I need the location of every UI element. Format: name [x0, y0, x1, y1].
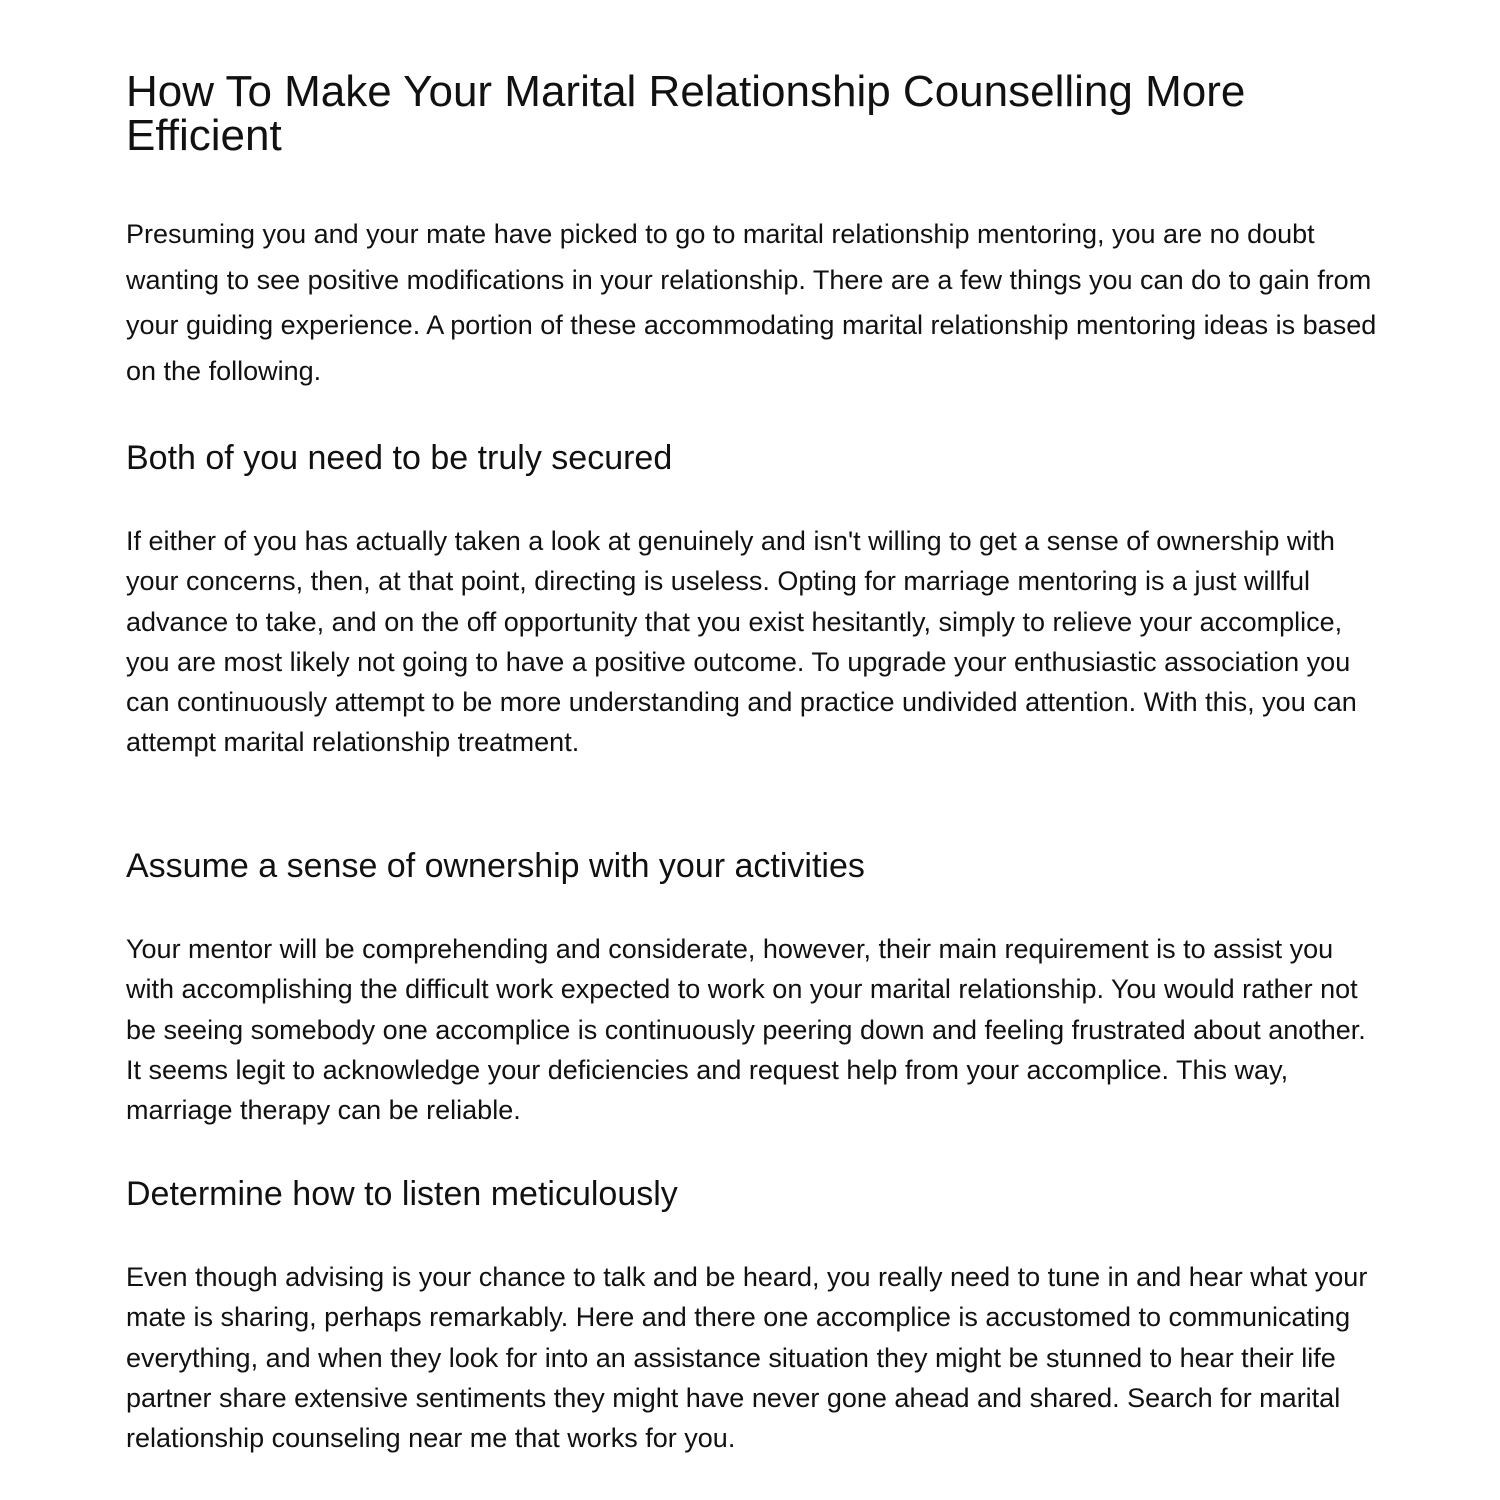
section-body-secured: If either of you has actually taken a look at genuinely and isn't willing to get a sense of ownership with your concerns, then, at that point, directing is useless. Opting for marriage mentoring is a just willful advance to take, and on the off opportunity that you exist hesitantly, simply to relieve your accomplice, you are most likely not going to have a positive outcome. To upgrade your enthusiastic association you can continuously attempt to be more understanding and practice undivided attention. With this, you can attempt marital relationship treatment.: [126, 526, 1357, 758]
section-body-listen: Even though advising is your chance to talk and be heard, you really need to tune in and hear what your mate is sharing, perhaps remarkably. Here and there one accomplice is accustomed to communicating everything, and when they look for into an assistance situation they might be stunned to hear their life partner share extensive sentiments they might have never gone ahead and shared. Search for marital relationship counseling near me that works for you.: [126, 1262, 1368, 1454]
section-heading-listen: Determine how to listen meticulously: [126, 1175, 678, 1213]
intro-paragraph: Presuming you and your mate have picked to go to marital relationship mentoring, you are no doubt wanting to see positive modifications in your relationship. There are a few things you can do to gain from your guiding experience. A portion of these accommodating marital relationship mentoring ideas is based on the following.: [126, 219, 1377, 386]
section-body-ownership: Your mentor will be comprehending and considerate, however, their main requirement is to assist you with accomplishing the difficult work expected to work on your marital relationship. You would rather not be seeing somebody one accomplice is continuously peering down and feeling frustrated about another. It seems legit to acknowledge your deficiencies and request help from your accomplice. This way, marriage therapy can be reliable.: [126, 934, 1366, 1126]
document-title: How To Make Your Marital Relationship Counselling More Efficient: [126, 67, 1246, 160]
section-heading-ownership: Assume a sense of ownership with your activities: [126, 847, 865, 885]
section-heading-secured: Both of you need to be truly secured: [126, 439, 673, 477]
